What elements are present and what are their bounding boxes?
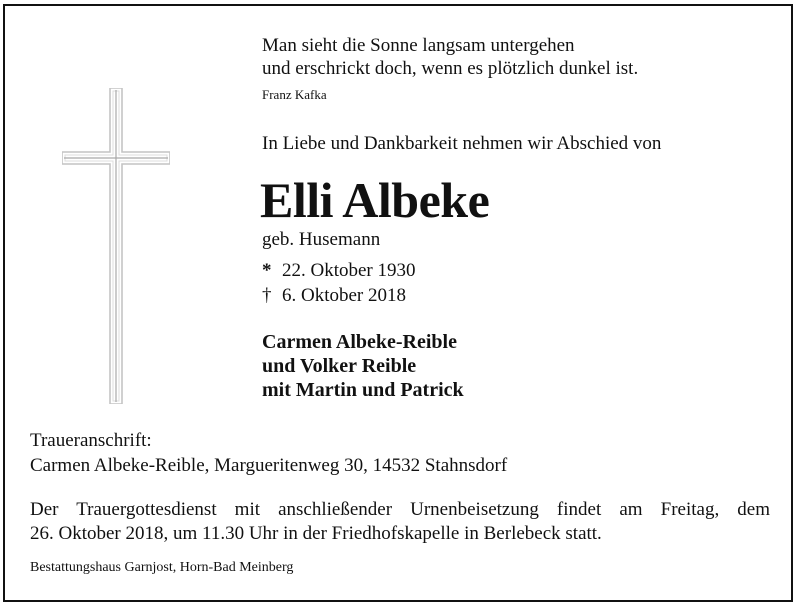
death-date: 6. Oktober 2018 (282, 285, 407, 306)
service-line-1: Der Trauergottesdienst mit anschließender Urnenbeisetzung findet am Freitag, dem (30, 499, 770, 520)
birth-name: geb. Husemann (262, 229, 381, 250)
address-label: Traueranschrift: (30, 430, 152, 451)
deceased-name: Elli Albeke (260, 172, 490, 228)
cross-icon (62, 88, 170, 404)
service-line-2: 26. Oktober 2018, um 11.30 Uhr in der Friedhofskapelle in Berlebeck statt. (30, 523, 602, 544)
mourner-line: mit Martin und Patrick (262, 379, 464, 401)
birth-date-line (262, 260, 416, 282)
funeral-home: Bestattungshaus Garnjost, Horn-Bad Meinberg (30, 560, 294, 575)
quote-line-2: und erschrickt doch, wenn es plötzlich dunkel ist. (262, 58, 639, 79)
birth-symbol: * (262, 260, 272, 281)
service-info (30, 498, 770, 546)
quote-author: Franz Kafka (262, 87, 327, 102)
mourner-line: Carmen Albeke-Reible (262, 331, 457, 353)
birth-date: 22. Oktober 1930 (282, 260, 416, 281)
mourners (262, 330, 464, 402)
address-text: Carmen Albeke-Reible, Margueritenweg 30, 14532 Stahnsdorf (30, 455, 508, 476)
quote (262, 34, 638, 80)
death-date-line (262, 285, 406, 307)
intro-text: In Liebe und Dankbarkeit nehmen wir Abschied von (262, 133, 662, 154)
death-symbol: † (262, 285, 272, 306)
quote-line-1: Man sieht die Sonne langsam untergehen (262, 35, 575, 56)
mourner-line: und Volker Reible (262, 355, 417, 377)
